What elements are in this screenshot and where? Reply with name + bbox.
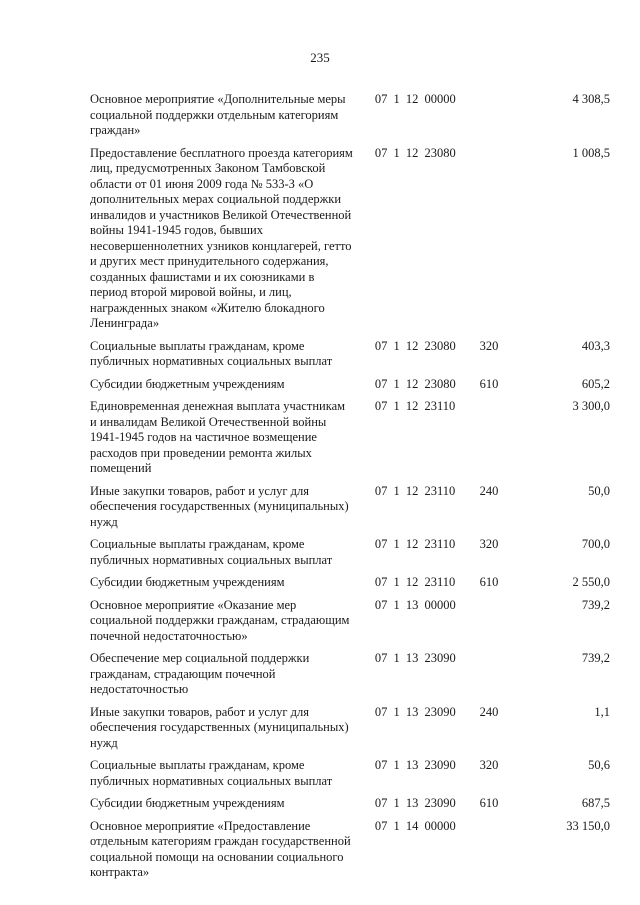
amount: 2 550,0 xyxy=(572,575,610,589)
target-article-code: 07 1 12 23110 xyxy=(374,483,456,498)
target-article-code: 07 1 12 23110 xyxy=(374,399,456,413)
table-row xyxy=(90,399,610,477)
expense-type-code: 320 xyxy=(479,537,499,551)
amount: 739,2 xyxy=(581,597,610,612)
table-row xyxy=(90,705,610,752)
target-article-code: 07 1 13 23090 xyxy=(374,758,456,772)
table-row xyxy=(90,537,610,568)
expense-name: Субсидии бюджетным учреждениям xyxy=(90,376,285,391)
expense-name: Субсидии бюджетным учреждениям xyxy=(90,796,285,810)
target-article-code: 07 1 13 23090 xyxy=(374,796,456,810)
amount: 1,1 xyxy=(594,704,610,719)
expense-name: Основное мероприятие «Оказание мер социальной поддержки гражданам, страдающим почечной недостаточностью» xyxy=(90,597,350,643)
amount: 687,5 xyxy=(581,796,610,810)
budget-table xyxy=(90,92,610,888)
table-row xyxy=(90,598,610,645)
expense-name: Социальные выплаты гражданам, кроме публичных нормативных социальных выплат xyxy=(90,758,333,788)
target-article-code: 07 1 12 23110 xyxy=(374,575,456,589)
expense-type-code: 610 xyxy=(479,376,499,391)
amount: 605,2 xyxy=(581,376,610,391)
expense-type-code: 240 xyxy=(479,704,499,719)
target-article-code: 07 1 12 23110 xyxy=(374,537,456,551)
expense-name: Иные закупки товаров, работ и услуг для обеспечения государственных (муниципальных) нужд xyxy=(90,704,349,750)
expense-type-code: 610 xyxy=(479,796,499,810)
expense-name: Предоставление бесплатного проезда категориям лиц, предусмотренных Законом Тамбовской области от 01 июня 2009 года № 533-З «О дополнительных мерах социальной поддержки инвалидов и участников Великой Отечественной войны 1941-1945 годов, бывших несовершеннолетних узников концлагерей, гетто и других мест принудительного содержания, созданных фашистами и их союзниками в период второй мировой войны, и лиц, награжденных знаком «Жителю блокадного Ленинграда» xyxy=(90,145,353,330)
target-article-code: 07 1 12 23080 xyxy=(374,338,456,353)
table-row xyxy=(90,339,610,370)
table-row xyxy=(90,146,610,332)
amount: 50,6 xyxy=(588,758,610,772)
expense-name: Основное мероприятие «Дополнительные меры социальной поддержки отдельным категориям граждан» xyxy=(90,92,346,137)
expense-name: Обеспечение мер социальной поддержки гражданам, страдающим почечной недостаточностью xyxy=(90,651,310,696)
table-row xyxy=(90,796,610,812)
expense-name: Иные закупки товаров, работ и услуг для обеспечения государственных (муниципальных) нужд xyxy=(90,483,349,529)
expense-name: Единовременная денежная выплата участникам и инвалидам Великой Отечественной войны 1941-1945 годов на частичное возмещение расходов при проведении ремонта жилых помещений xyxy=(90,399,346,475)
table-row xyxy=(90,651,610,698)
target-article-code: 07 1 12 23080 xyxy=(374,145,456,160)
target-article-code: 07 1 12 00000 xyxy=(374,92,456,106)
expense-name: Социальные выплаты гражданам, кроме публичных нормативных социальных выплат xyxy=(90,537,333,567)
expense-name: Основное мероприятие «Предоставление отдельным категориям граждан государственной социальной помощи на основании социального контракта» xyxy=(90,818,351,879)
amount: 403,3 xyxy=(581,338,610,353)
table-row xyxy=(90,819,610,881)
amount: 4 308,5 xyxy=(572,92,610,106)
target-article-code: 07 1 13 23090 xyxy=(374,651,456,665)
expense-name: Субсидии бюджетным учреждениям xyxy=(90,575,285,589)
table-row xyxy=(90,575,610,591)
target-article-code: 07 1 14 00000 xyxy=(374,818,456,833)
amount: 739,2 xyxy=(581,651,610,665)
table-row xyxy=(90,377,610,393)
expense-type-code: 320 xyxy=(479,338,499,353)
target-article-code: 07 1 13 00000 xyxy=(374,597,456,612)
amount: 33 150,0 xyxy=(566,818,610,833)
amount: 1 008,5 xyxy=(572,145,610,160)
expense-type-code: 320 xyxy=(479,758,499,772)
expense-type-code: 240 xyxy=(479,483,499,498)
page-number: 235 xyxy=(310,50,330,65)
expense-type-code: 610 xyxy=(479,575,499,589)
amount: 50,0 xyxy=(588,483,610,498)
table-row xyxy=(90,92,610,139)
amount: 700,0 xyxy=(581,537,610,551)
table-row xyxy=(90,484,610,531)
expense-name: Социальные выплаты гражданам, кроме публичных нормативных социальных выплат xyxy=(90,338,333,368)
table-row xyxy=(90,758,610,789)
target-article-code: 07 1 13 23090 xyxy=(374,704,456,719)
target-article-code: 07 1 12 23080 xyxy=(374,376,456,391)
amount: 3 300,0 xyxy=(572,399,610,413)
